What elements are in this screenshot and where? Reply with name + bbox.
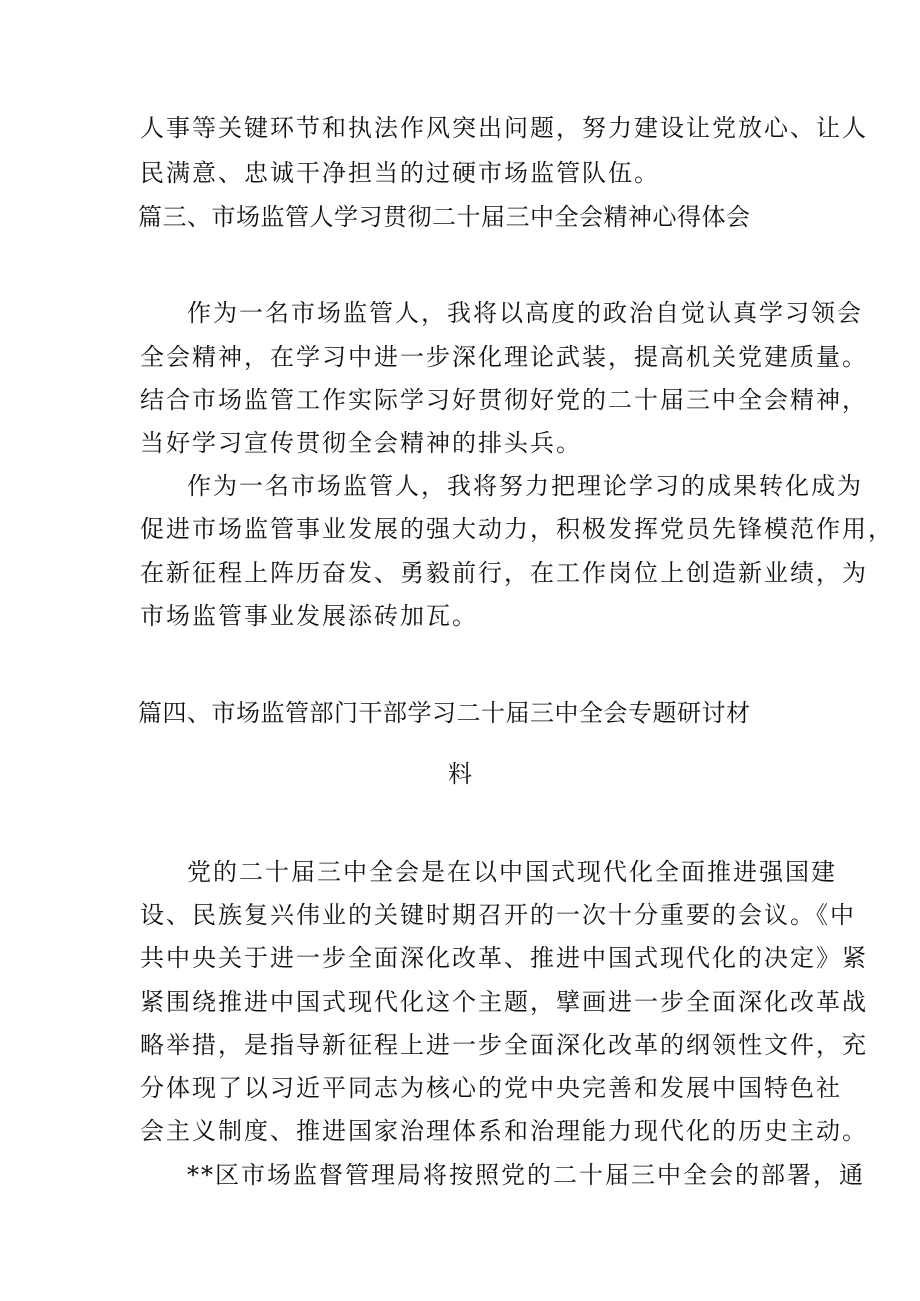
section-3-p2-line-1: 作为一名市场监管人，我将努力把理论学习的成果转化成为 (187, 472, 863, 500)
section-3-p1-line-2: 全会精神，在学习中进一步深化理论武装，提高机关党建质量。 (140, 343, 868, 371)
section-4-p1-line-1: 党的二十届三中全会是在以中国式现代化全面推进强国建 (187, 858, 837, 886)
section-3-title: 篇三、市场监管人学习贯彻二十届三中全会精神心得体会 (138, 203, 751, 231)
section-3-p1-line-1: 作为一名市场监管人，我将以高度的政治自觉认真学习领会 (187, 299, 863, 327)
section-4-title-line-1: 篇四、市场监管部门干部学习二十届三中全会专题研讨材 (138, 699, 751, 727)
section-3-p1-line-3: 结合市场监管工作实际学习好贯彻好党的二十届三中全会精神， (140, 386, 868, 414)
section-3-p2-line-2: 促进市场监管事业发展的强大动力，积极发挥党员先锋模范作用， (140, 515, 894, 543)
intro-line-1: 人事等关键环节和执法作风突出问题，努力建设让党放心、让人 (140, 114, 868, 142)
intro-line-2: 民满意、忠诚干净担当的过硬市场监管队伍。 (140, 159, 660, 187)
section-4-p2-line-1: **区市场监督管理局将按照党的二十届三中全会的部署，通 (187, 1161, 865, 1189)
section-4-p1-line-7: 会主义制度、推进国家治理体系和治理能力现代化的历史主动。 (140, 1117, 868, 1145)
section-4-p1-line-4: 紧围绕推进中国式现代化这个主题，擘画进一步全面深化改革战 (140, 988, 868, 1016)
section-4-p1-line-5: 略举措，是指导新征程上进一步全面深化改革的纲领性文件，充 (140, 1031, 868, 1059)
section-3-p2-line-3: 在新征程上阵历奋发、勇毅前行，在工作岗位上创造新业绩，为 (140, 559, 868, 587)
section-3-p1-line-4: 当好学习宣传贯彻全会精神的排头兵。 (140, 429, 582, 457)
section-3-p2-line-4: 市场监管事业发展添砖加瓦。 (140, 602, 478, 630)
section-4-title-line-2: 料 (448, 760, 472, 788)
section-4-p1-line-3: 共中央关于进一步全面深化改革、推进中国式现代化的决定》紧 (140, 944, 868, 972)
section-4-p1-line-6: 分体现了以习近平同志为核心的党中央完善和发展中国特色社 (140, 1074, 842, 1102)
section-4-p1-line-2: 设、民族复兴伟业的关键时期召开的一次十分重要的会议。《中 (140, 901, 856, 929)
